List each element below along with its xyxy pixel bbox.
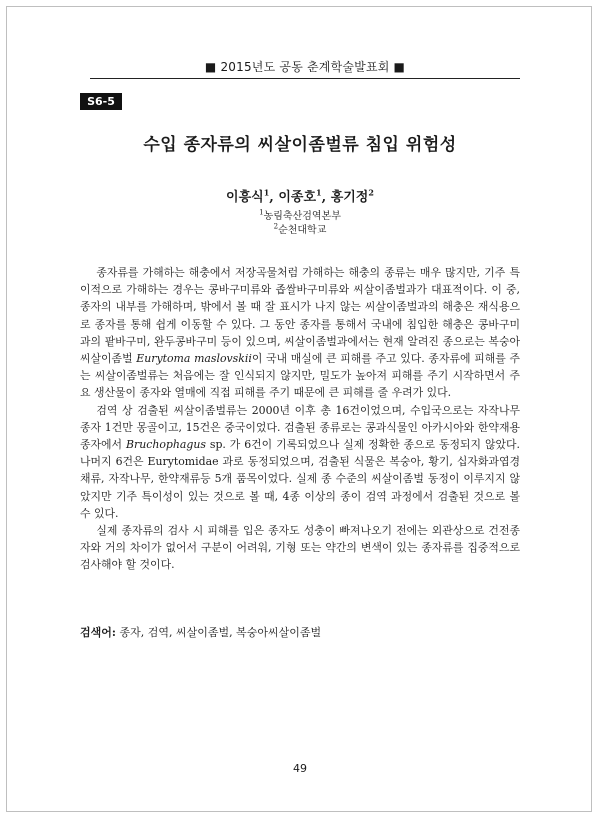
- header-divider: [90, 78, 520, 79]
- abstract-paragraph: 실제 종자류의 검사 시 피해를 입은 종자도 성충이 빠져나오기 전에는 외관상으로 건전종자와 거의 차이가 없어서 구분이 어려워, 기형 또는 약간의 변색이 있는 종자류를 집중적으로 검사해야 할 것이다.: [80, 524, 520, 572]
- author-list: [150, 186, 450, 205]
- author-affil-mark: 2: [368, 187, 374, 198]
- affiliation-name: 농림축산검역본부: [263, 211, 341, 222]
- genus-name: Bruchophagus: [126, 438, 206, 452]
- affiliation: [150, 207, 450, 222]
- author-name: 홍기정: [330, 190, 369, 205]
- abstract-text: sp. 가 6건이 기록되었으나 실제 정확한 종으로 동정되지 않았다. 나머지 6건은 Eurytomidae 과로 동정되었으며, 검출된 식물은 복숭아, 황기, 십자화과엽경채류, 자작나무, 한약재류등 5개 품목이었다. 실제 종 수준의 씨살이좀벌 동정이 이루지지 않았지만 기주 특이성이 있는 것으로 볼 때, 4종 이상의 종이 검역 과정에서 검출된 것으로 볼 수 있다.: [80, 438, 521, 520]
- keywords-line: [80, 624, 520, 640]
- author-separator: ,: [321, 190, 331, 205]
- keywords-text: 종자, 검역, 씨살이좀벌, 복숭아씨살이좀벌: [115, 626, 322, 639]
- affiliation-mark: 2: [273, 222, 279, 231]
- author-separator: ,: [269, 190, 279, 205]
- author-affil-mark: 1: [263, 187, 270, 198]
- abstract-text: 종자류를 가해하는 해충에서 저장곡물처럼 가해하는 해충의 종류는 매우 많지만, 기주 특이적으로 가해하는 경우는 콩바구미류와 좁쌀바구미류와 씨살이좀벌과가 대표적이다. 이 중, 종자의 내부를 가해하며, 밖에서 볼 때 잘 표시가 나지 않는 씨살이좀벌과의 해충은 재식용으로 종자를 통해 쉽게 이동할 수 있다. 그 동안 종자를 통해서 국내에 침입한 해충은 콩바구미과의 팥바구미, 완두콩바구미 등이 있으며, 씨살이좀벌과에서는 현재 알려진 종으로는 복숭아씨살이좀벌: [80, 266, 520, 366]
- affiliation-mark: 1: [259, 208, 264, 217]
- page-number: 49: [293, 762, 307, 775]
- abstract-text: 검역 상 검출된 씨살이좀벌류는 2000년 이후 총 16건이었으며, 수입국으로는 자작나무 종자 1건만 몽골이고, 15건은 중국이었다. 검출된 종류로는 콩과식물인 아카시아와 한약재용 종자에서: [80, 403, 520, 452]
- abstract-paragraph: [80, 264, 520, 402]
- abstract-body: [80, 264, 520, 574]
- species-name: Eurytoma maslovskii: [136, 352, 252, 366]
- conference-header: ■ 2015년도 공동 춘계학술발표회 ■: [204, 60, 406, 74]
- abstract-text: 이 국내 매실에 큰 피해를 주고 있다. 종자류에 피해를 주는 씨살이좀벌류는 처음에는 잘 인식되지 않지만, 밀도가 높아져 피해를 주기 시작하면서 주요 생산물이 종자와 열매에 직접 피해를 주기 때문에 큰 피해를 줄 우려가 있다.: [80, 352, 520, 400]
- session-code-badge: S6-5: [80, 93, 122, 110]
- affiliation: [150, 221, 450, 236]
- author-name: 이종호: [278, 190, 317, 205]
- affiliation-name: 순천대학교: [278, 225, 327, 236]
- author-affil-mark: 1: [316, 187, 322, 198]
- abstract-paragraph: [80, 402, 520, 522]
- paper-title: 수입 종자류의 씨살이좀벌류 침입 위험성: [143, 135, 457, 155]
- author-name: 이흥식: [226, 190, 264, 205]
- keywords-label: 검색어:: [80, 626, 116, 639]
